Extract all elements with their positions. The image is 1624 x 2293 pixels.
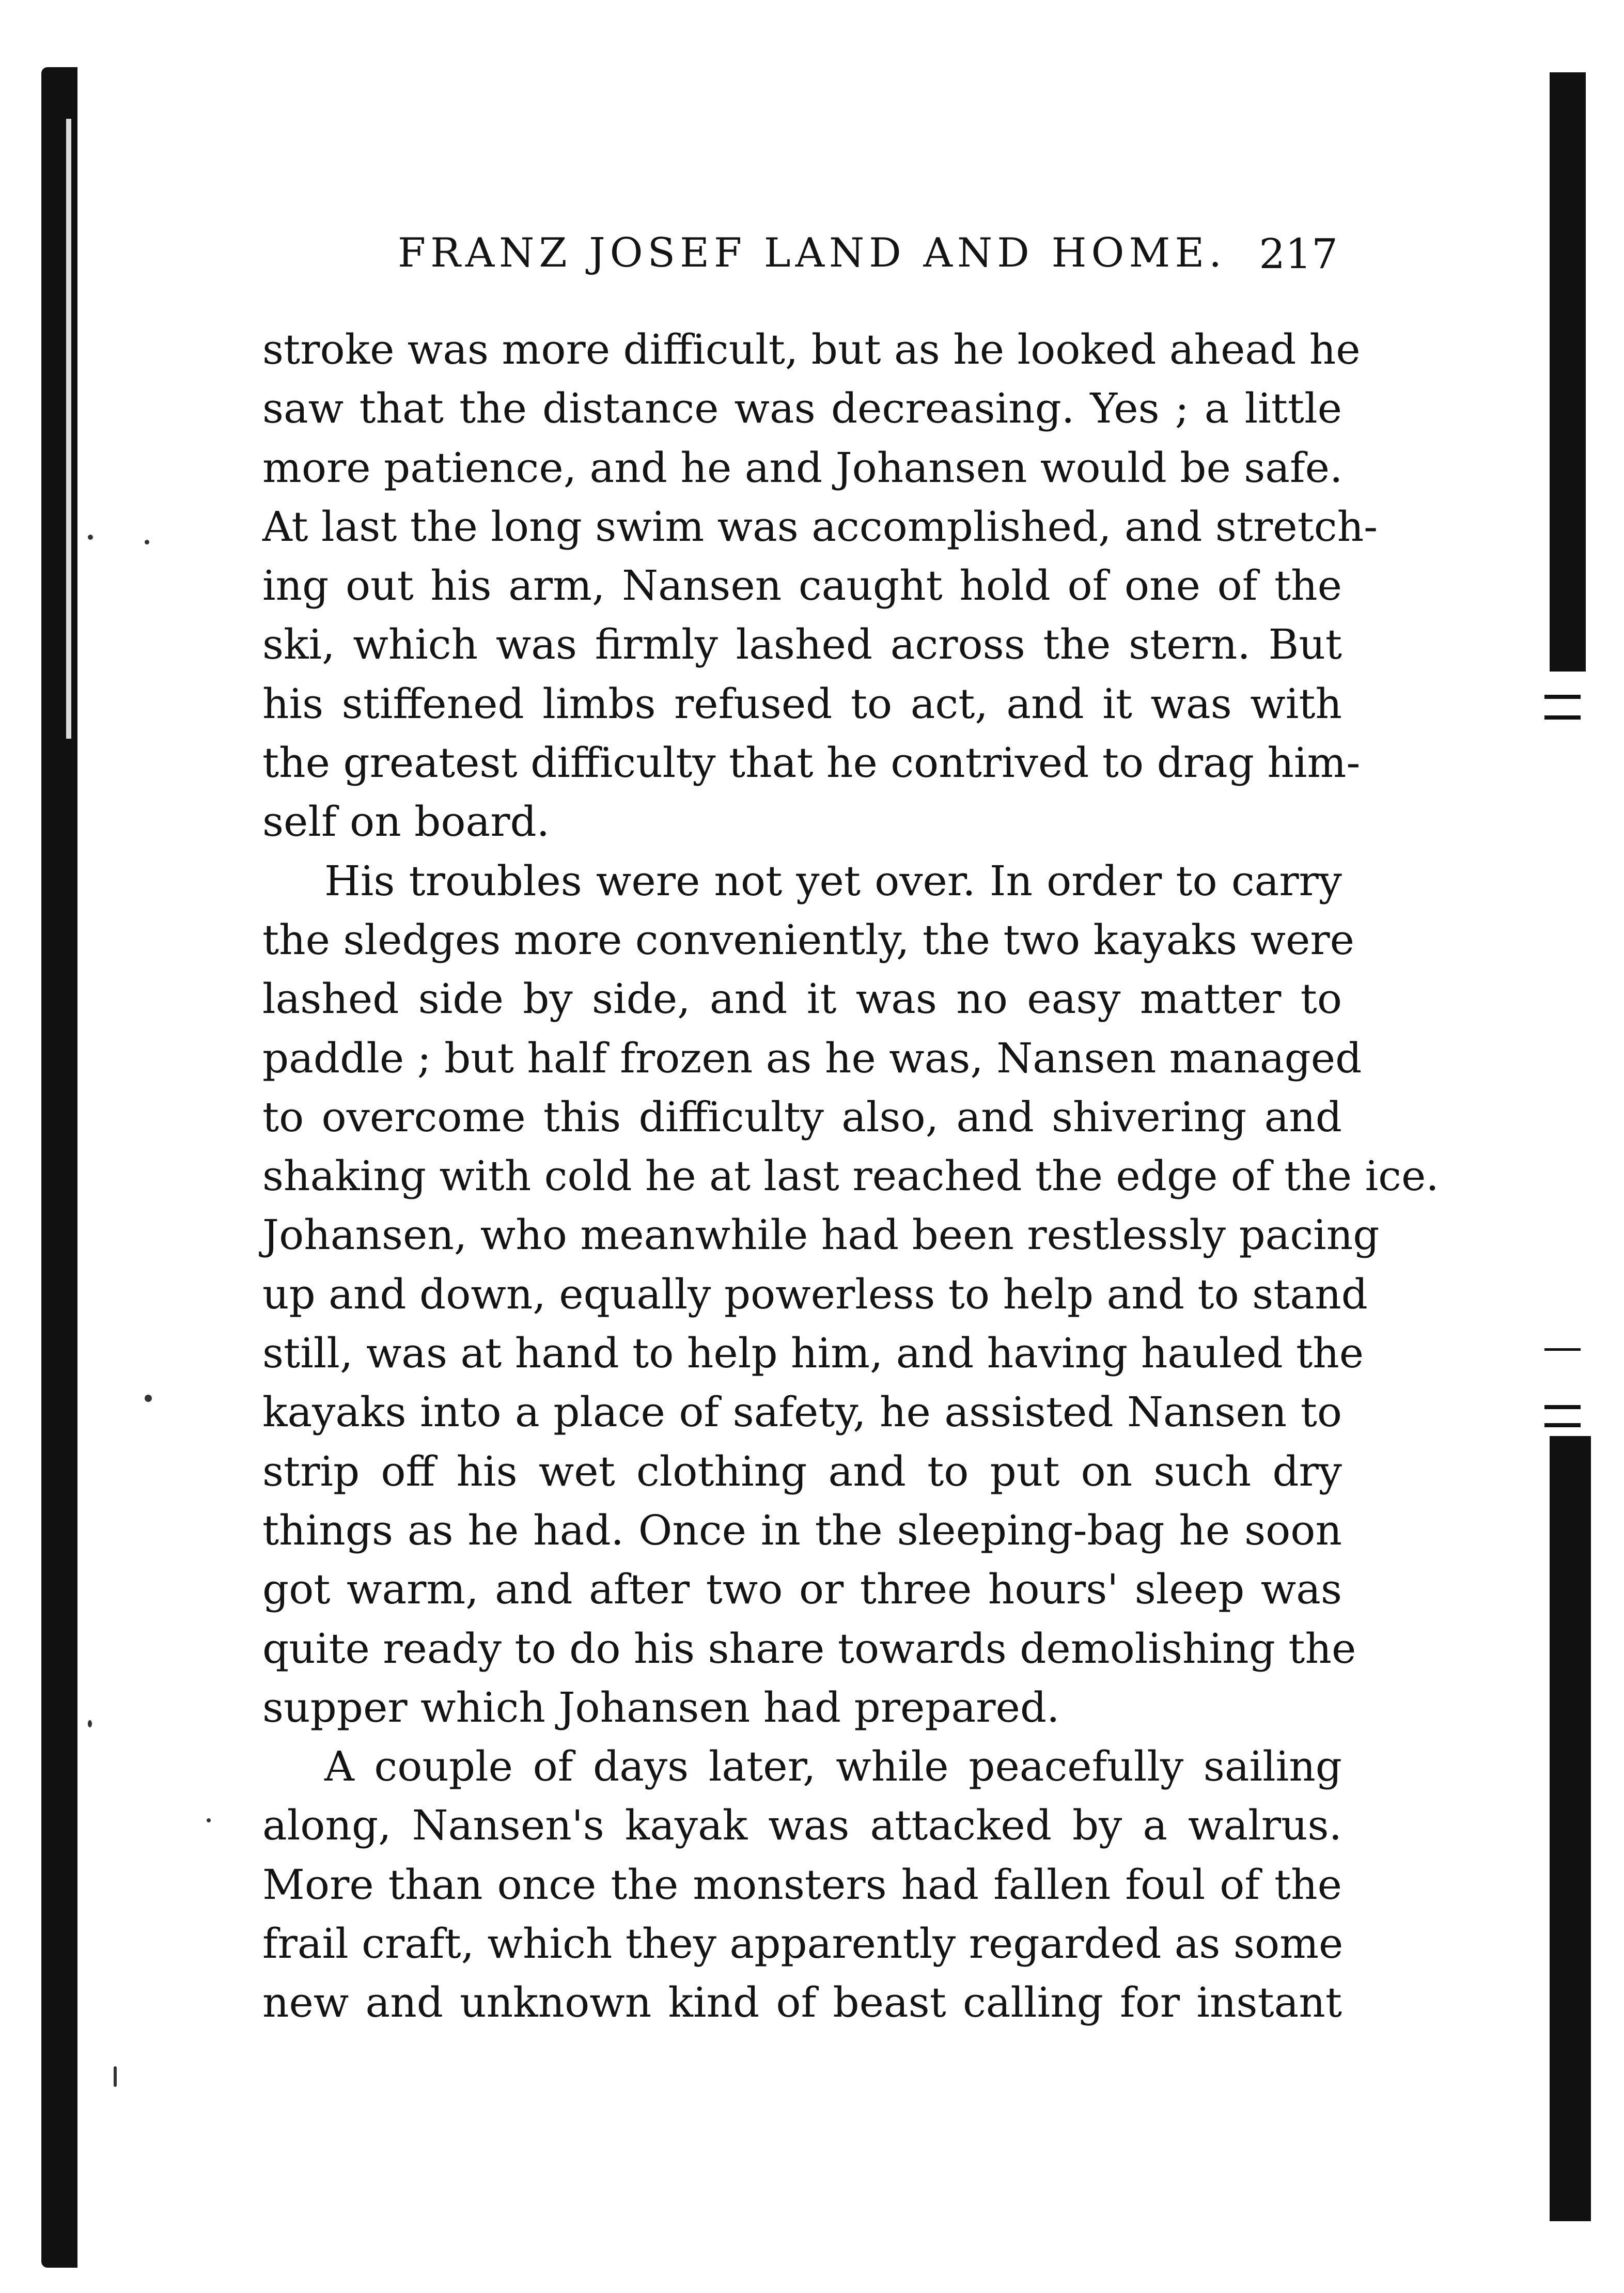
text-line: self on board. [262, 798, 550, 846]
text-line: to overcome this difficulty also, and shivering and [262, 1093, 1342, 1141]
text-line: lashed side by side, and it was no easy matter to [262, 975, 1342, 1023]
text-line: paddle ; but half frozen as he was, Nansen managed [262, 1034, 1362, 1082]
text-line: up and down, equally powerless to help and to stand [262, 1270, 1368, 1318]
text-line: strip off his wet clothing and to put on such dry [262, 1447, 1342, 1495]
text-line: At last the long swim was accomplished, and stretch- [262, 502, 1378, 551]
scan-speck [145, 540, 149, 544]
page-edge-highlight-left [66, 119, 71, 739]
text-line: supper which Johansen had prepared. [262, 1683, 1060, 1732]
text-line: got warm, and after two or three hours' sleep was [262, 1565, 1342, 1614]
edge-mark [1544, 1423, 1581, 1427]
edge-mark [1544, 695, 1581, 699]
text-line: along, Nansen's kayak was attacked by a walrus. [262, 1801, 1342, 1850]
text-line: new and unknown kind of beast calling for instant [262, 1978, 1342, 2027]
scan-speck [207, 1818, 211, 1822]
paragraph [262, 320, 1378, 852]
paragraph [262, 1737, 1342, 2032]
running-title: FRANZ JOSEF LAND AND HOME. [398, 230, 1227, 276]
text-line: the greatest difficulty that he contrived to drag him- [262, 739, 1361, 787]
text-line: More than once the monsters had fallen foul of the [262, 1860, 1342, 1909]
text-line: Johansen, who meanwhile had been restlessly pacing [262, 1211, 1380, 1259]
edge-mark [1544, 715, 1581, 720]
scan-speck [145, 1395, 152, 1402]
text-line: kayaks into a place of safety, he assisted Nansen to [262, 1388, 1342, 1437]
edge-mark [1544, 1405, 1581, 1409]
edge-mark [1544, 1348, 1581, 1351]
page-number: 217 [1259, 230, 1338, 278]
page-edge-shadow-right-top [1550, 72, 1586, 672]
scan-speck [88, 535, 93, 540]
text-line: saw that the distance was decreasing. Yes ; a little [262, 384, 1342, 433]
text-line: frail craft, which they apparently regarded as some [262, 1920, 1344, 1968]
text-line: His troubles were not yet over. In order to carry [324, 856, 1342, 905]
text-line: his stiffened limbs refused to act, and it was with [262, 679, 1342, 728]
scan-speck [114, 2066, 117, 2087]
page-edge-shadow-left [41, 67, 77, 2268]
page-edge-shadow-right-bottom [1550, 1436, 1591, 2221]
running-head [398, 230, 1338, 292]
text-line: things as he had. Once in the sleeping-bag he soon [262, 1506, 1342, 1554]
text-line: shaking with cold he at last reached the edge of the ice. [262, 1152, 1439, 1200]
text-line: ing out his arm, Nansen caught hold of one of the [262, 561, 1342, 610]
text-line: still, was at hand to help him, and having hauled the [262, 1329, 1364, 1378]
text-line: A couple of days later, while peacefully sailing [324, 1742, 1342, 1791]
paragraph [262, 852, 1439, 1737]
text-line: ski, which was firmly lashed across the stern. But [262, 620, 1342, 669]
scan-speck [88, 1720, 92, 1727]
body-text [262, 320, 1439, 2033]
text-line: the sledges more conveniently, the two kayaks were [262, 915, 1354, 964]
text-line: more patience, and he and Johansen would be safe. [262, 443, 1343, 492]
text-line: quite ready to do his share towards demolishing the [262, 1624, 1356, 1673]
text-line: stroke was more difficult, but as he looked ahead he [262, 325, 1361, 373]
